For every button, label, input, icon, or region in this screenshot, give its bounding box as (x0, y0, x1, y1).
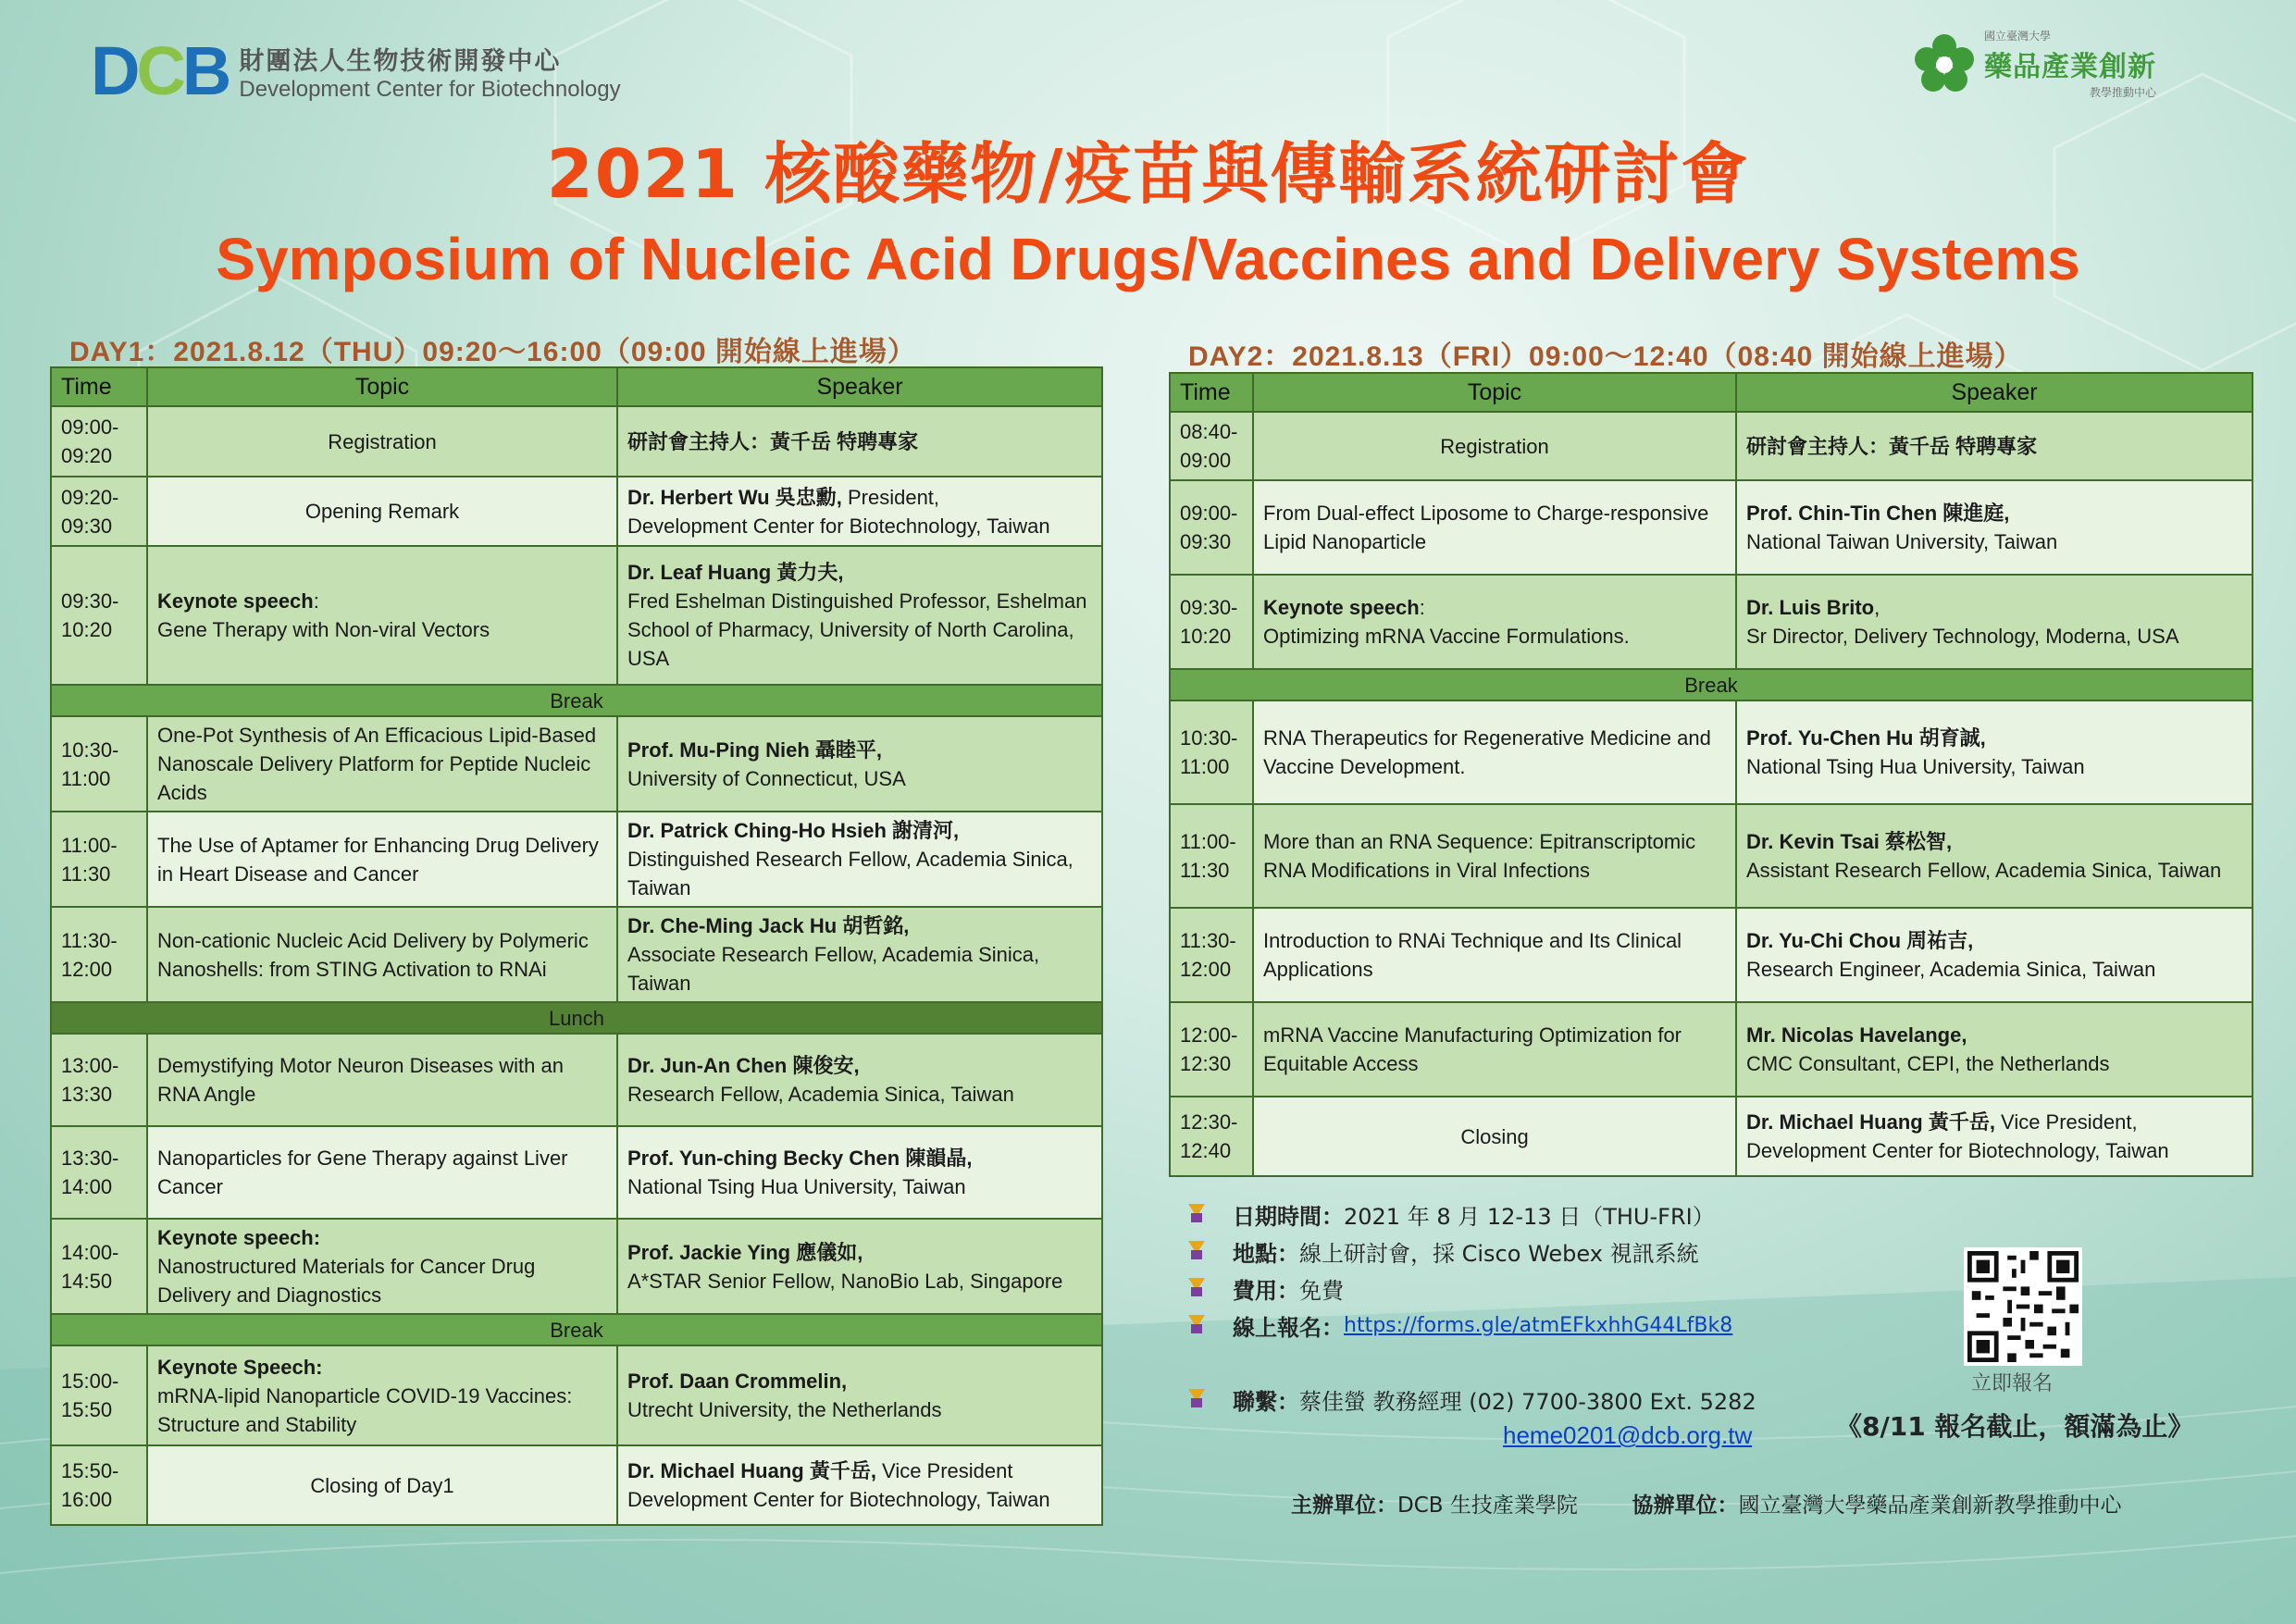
day1-schedule-table (50, 366, 1103, 1526)
lunch-label: Lunch (51, 1002, 1102, 1034)
speaker-affiliation: National Tsing Hua University, Taiwan (1746, 755, 2085, 778)
time-start: 09:30- (61, 589, 119, 613)
keynote-colon: : (1419, 596, 1425, 619)
speaker-name: Dr. Che-Ming Jack Hu 胡哲銘, (627, 914, 910, 937)
table-row (51, 1219, 1102, 1314)
time-start: 08:40- (1180, 420, 1238, 443)
time-start: 15:50- (61, 1459, 119, 1482)
break-label: Break (1170, 669, 2253, 700)
flower-icon (1914, 33, 1975, 94)
table-row (51, 477, 1102, 546)
speaker-affiliation: Associate Research Fellow, Academia Sinica, Taiwan (627, 943, 1040, 995)
contact-email-link[interactable]: heme0201@dcb.org.tw (1503, 1421, 1753, 1449)
speaker-name: Prof. Chin-Tin Chen 陳進庭, (1746, 502, 2010, 525)
speaker-name: 研討會主持人：黃千岳 特聘專家 (627, 429, 919, 453)
speaker-name: Dr. Yu-Chi Chou 周祐吉, (1746, 929, 1974, 952)
speaker-name: Dr. Patrick Ching-Ho Hsieh 謝清河, (627, 819, 960, 842)
dcb-name-zh: 財團法人生物技術開發中心 (239, 46, 562, 76)
speaker-affiliation: National Taiwan University, Taiwan (1746, 530, 2058, 553)
day1-label: DAY1：2021.8.12（THU）09:20～16:00（09:00 開始線上進場） (69, 337, 916, 367)
topic-title: Optimizing mRNA Vaccine Formulations. (1263, 625, 1630, 648)
info-registration-label: 線上報名： (1233, 1314, 1344, 1341)
speaker-name: Dr. Herbert Wu 吳忠勳, (627, 485, 842, 509)
table-row (51, 812, 1102, 907)
speaker-affiliation: Development Center for Biotechnology, Taiwan (1746, 1139, 2169, 1162)
time-start: 09:30- (1180, 596, 1238, 619)
topic-cell: Demystifying Motor Neuron Diseases with an RNA Angle (147, 1034, 617, 1126)
topic-cell: Introduction to RNAi Technique and Its Clinical Applications (1253, 908, 1736, 1002)
speaker-title: Vice President, (1994, 1110, 2138, 1134)
speaker-affiliation: Development Center for Biotechnology, Taiwan (627, 514, 1050, 538)
time-end: 10:20 (61, 618, 113, 641)
keynote-label: Keynote speech (1263, 596, 1420, 619)
time-end: 09:30 (1180, 530, 1232, 553)
time-start: 10:30- (1180, 726, 1238, 750)
break-row (51, 1314, 1102, 1345)
speaker-name: Dr. Luis Brito (1746, 596, 1875, 619)
day2-schedule-table (1169, 372, 2253, 1177)
break-row (51, 685, 1102, 716)
organizers (1291, 1488, 2122, 1519)
speaker-affiliation: A*STAR Senior Fellow, NanoBio Lab, Singapore (627, 1269, 1063, 1293)
table-header-row (1170, 373, 2253, 412)
info-place-value: 線上研討會，採 Cisco Webex 視訊系統 (1299, 1240, 1699, 1267)
dcb-logo-mark: DCB (91, 32, 229, 109)
time-start: 11:30- (61, 928, 118, 952)
info-fee-value: 免費 (1299, 1277, 1344, 1304)
topic-cell: More than an RNA Sequence: Epitranscriptomic RNA Modifications in Viral Infections (1253, 804, 1736, 908)
speaker-affiliation: Assistant Research Fellow, Academia Sinica, Taiwan (1746, 859, 2222, 882)
speaker-affiliation: Research Engineer, Academia Sinica, Taiwan (1746, 958, 2156, 981)
topic-cell: Closing of Day1 (147, 1445, 617, 1525)
dcb-name-en: Development Center for Biotechnology (239, 76, 621, 102)
ntu-logo (1914, 28, 2156, 100)
info-place (1186, 1233, 1732, 1270)
time-end: 12:00 (1180, 958, 1232, 981)
speaker-name: Dr. Jun-An Chen 陳俊安, (627, 1054, 860, 1077)
header-topic: Topic (147, 367, 617, 406)
topic-title: Nanostructured Materials for Cancer Drug Delivery and Diagnostics (157, 1255, 536, 1307)
keynote-label: Keynote speech: (157, 1226, 321, 1249)
speaker-affiliation: Fred Eshelman Distinguished Professor, Eshelman School of Pharmacy, University of North Carolina, USA (627, 589, 1087, 670)
bullet-icon (1186, 1389, 1207, 1409)
table-row (1170, 804, 2253, 908)
topic-cell: Nanoparticles for Gene Therapy against Liver Cancer (147, 1126, 617, 1219)
time-start: 11:00- (61, 833, 118, 857)
topic-cell: Closing (1253, 1097, 1736, 1176)
speaker-affiliation: University of Connecticut, USA (627, 766, 906, 790)
table-row (51, 406, 1102, 477)
time-start: 10:30- (61, 738, 119, 762)
ntu-name-small: 國立臺灣大學 (1984, 30, 2052, 43)
time-end: 14:00 (61, 1175, 113, 1198)
co-host-label: 協辦單位： (1632, 1494, 1739, 1518)
keynote-label: Keynote speech (157, 589, 314, 613)
table-row (51, 1034, 1102, 1126)
day2-label: DAY2：2021.8.13（FRI）09:00～12:40（08:40 開始線上進場） (1188, 341, 2023, 372)
speaker-name: Prof. Yu-Chen Hu 胡育誠, (1746, 726, 1986, 750)
break-label: Break (51, 1314, 1102, 1345)
table-row (51, 1345, 1102, 1445)
info-fee-label: 費用： (1233, 1277, 1299, 1304)
time-start: 09:20- (61, 485, 119, 509)
time-end: 13:30 (61, 1083, 113, 1106)
header-speaker: Speaker (1736, 373, 2253, 412)
table-row (51, 1126, 1102, 1219)
table-row (1170, 480, 2253, 575)
registration-link[interactable]: https://forms.gle/atmEFkxhhG44LfBk8 (1344, 1313, 1733, 1337)
time-start: 12:00- (1180, 1023, 1238, 1047)
time-start: 13:30- (61, 1147, 119, 1170)
speaker-name: Dr. Michael Huang 黃千岳, (1746, 1110, 1995, 1134)
table-row (1170, 700, 2253, 804)
header-speaker: Speaker (617, 367, 1102, 406)
time-start: 11:00- (1180, 830, 1236, 853)
time-start: 09:00- (1180, 502, 1238, 525)
speaker-name: Prof. Jackie Ying 應儀如, (627, 1240, 863, 1264)
speaker-name: Prof. Daan Crommelin, (627, 1370, 848, 1393)
speaker-title: , (1874, 596, 1880, 619)
topic-title: mRNA-lipid Nanoparticle COVID-19 Vaccines: Structure and Stability (157, 1383, 573, 1436)
info-date (1186, 1196, 1732, 1233)
time-start: 14:00- (61, 1240, 119, 1264)
speaker-affiliation: CMC Consultant, CEPI, the Netherlands (1746, 1052, 2110, 1075)
table-row (51, 716, 1102, 812)
time-start: 09:00- (61, 415, 119, 439)
topic-cell: One-Pot Synthesis of An Efficacious Lipid-Based Nanoscale Delivery Platform for Peptide Nucleic Acids (147, 716, 617, 812)
host-label: 主辦單位： (1291, 1494, 1397, 1518)
time-end: 11:30 (61, 862, 111, 886)
speaker-affiliation: Research Fellow, Academia Sinica, Taiwan (627, 1083, 1014, 1106)
topic-cell: From Dual-effect Liposome to Charge-responsive Lipid Nanoparticle (1253, 480, 1736, 575)
speaker-name: Dr. Kevin Tsai 蔡松智, (1746, 830, 1953, 853)
qr-code[interactable] (1964, 1247, 2082, 1366)
break-label: Break (51, 685, 1102, 716)
speaker-affiliation: Development Center for Biotechnology, Taiwan (627, 1488, 1050, 1511)
registration-deadline: 《8/11 報名截止，額滿為止》 (1836, 1411, 2194, 1442)
speaker-name: Dr. Michael Huang 黃千岳, (627, 1459, 876, 1482)
time-end: 09:20 (61, 444, 113, 467)
table-row (51, 1445, 1102, 1525)
speaker-affiliation: National Tsing Hua University, Taiwan (627, 1175, 966, 1198)
info-contact-value: 蔡佳螢 教務經理 (02) 7700-3800 Ext. 5282 (1299, 1388, 1756, 1415)
co-host-value: 國立臺灣大學藥品產業創新教學推動中心 (1738, 1494, 2122, 1518)
info-contact-label: 聯繫： (1233, 1388, 1299, 1415)
time-start: 13:00- (61, 1054, 119, 1077)
time-start: 11:30- (1180, 929, 1236, 952)
table-header-row (51, 367, 1102, 406)
break-row (1170, 669, 2253, 700)
topic-cell: mRNA Vaccine Manufacturing Optimization for Equitable Access (1253, 1002, 1736, 1097)
ntu-name-big: 藥品產業創新 (1984, 51, 2156, 83)
time-end: 15:50 (61, 1398, 113, 1421)
speaker-affiliation: Sr Director, Delivery Technology, Moderna, USA (1746, 625, 2179, 648)
speaker-name: Mr. Nicolas Havelange, (1746, 1023, 1967, 1047)
topic-cell: Registration (147, 406, 617, 477)
speaker-title: President, (841, 485, 940, 509)
header-time: Time (1170, 373, 1253, 412)
time-start: 12:30- (1180, 1110, 1238, 1134)
title-zh: 2021 核酸藥物/疫苗與傳輸系統研討會 (546, 135, 1750, 213)
qr-label: 立即報名 (1971, 1372, 2054, 1395)
time-end: 11:00 (1180, 755, 1230, 778)
info-registration (1186, 1307, 1732, 1344)
time-end: 16:00 (61, 1488, 113, 1511)
time-end: 09:30 (61, 514, 113, 538)
keynote-label: Keynote Speech: (157, 1355, 323, 1379)
header-topic: Topic (1253, 373, 1736, 412)
speaker-affiliation: Distinguished Research Fellow, Academia Sinica, Taiwan (627, 848, 1074, 899)
speaker-name: Dr. Leaf Huang 黃力夫, (627, 561, 844, 584)
topic-cell: RNA Therapeutics for Regenerative Medicine and Vaccine Development. (1253, 700, 1736, 804)
title-en: Symposium of Nucleic Acid Drugs/Vaccines and Delivery Systems (216, 226, 2080, 292)
speaker-name: Prof. Yun-ching Becky Chen 陳韻晶, (627, 1147, 973, 1170)
speaker-affiliation: Utrecht University, the Netherlands (627, 1398, 942, 1421)
time-end: 12:00 (61, 957, 113, 981)
topic-cell: Opening Remark (147, 477, 617, 546)
bullet-icon (1186, 1278, 1207, 1298)
time-end: 12:40 (1180, 1139, 1232, 1162)
keynote-colon: : (313, 589, 319, 613)
bullet-icon (1186, 1241, 1207, 1261)
host-value: DCB 生技產業學院 (1397, 1494, 1578, 1518)
info-date-label: 日期時間： (1233, 1203, 1344, 1230)
lunch-row (51, 1002, 1102, 1034)
table-row (1170, 1097, 2253, 1176)
table-row (1170, 575, 2253, 669)
speaker-title: Vice President (875, 1459, 1013, 1482)
header-time: Time (51, 367, 147, 406)
topic-title: Gene Therapy with Non-viral Vectors (157, 618, 490, 641)
table-row (51, 907, 1102, 1002)
speaker-name: 研討會主持人：黃千岳 特聘專家 (1746, 434, 2038, 458)
time-end: 09:00 (1180, 449, 1232, 472)
time-end: 11:00 (61, 766, 111, 790)
table-row (1170, 1002, 2253, 1097)
table-row (1170, 412, 2253, 480)
time-start: 15:00- (61, 1370, 119, 1393)
time-end: 10:20 (1180, 625, 1232, 648)
bullet-icon (1186, 1315, 1207, 1335)
speaker-name: Prof. Mu-Ping Nieh 聶睦平, (627, 738, 882, 762)
time-end: 11:30 (1180, 859, 1230, 882)
info-fee (1186, 1270, 1732, 1307)
ntu-name-sub: 教學推動中心 (2089, 86, 2156, 99)
time-end: 12:30 (1180, 1052, 1232, 1075)
bullet-icon (1186, 1204, 1207, 1224)
info-place-label: 地點： (1233, 1240, 1299, 1267)
table-row (1170, 908, 2253, 1002)
table-row (51, 546, 1102, 685)
info-date-value: 2021 年 8 月 12-13 日（THU-FRI） (1344, 1203, 1715, 1230)
topic-cell: Registration (1253, 412, 1736, 480)
event-info (1186, 1196, 1732, 1344)
info-contact (1186, 1381, 1756, 1418)
time-end: 14:50 (61, 1269, 113, 1293)
dcb-logo (91, 32, 621, 109)
topic-cell: The Use of Aptamer for Enhancing Drug Delivery in Heart Disease and Cancer (147, 812, 617, 907)
topic-cell: Non-cationic Nucleic Acid Delivery by Polymeric Nanoshells: from STING Activation to RNAi (147, 907, 617, 1002)
